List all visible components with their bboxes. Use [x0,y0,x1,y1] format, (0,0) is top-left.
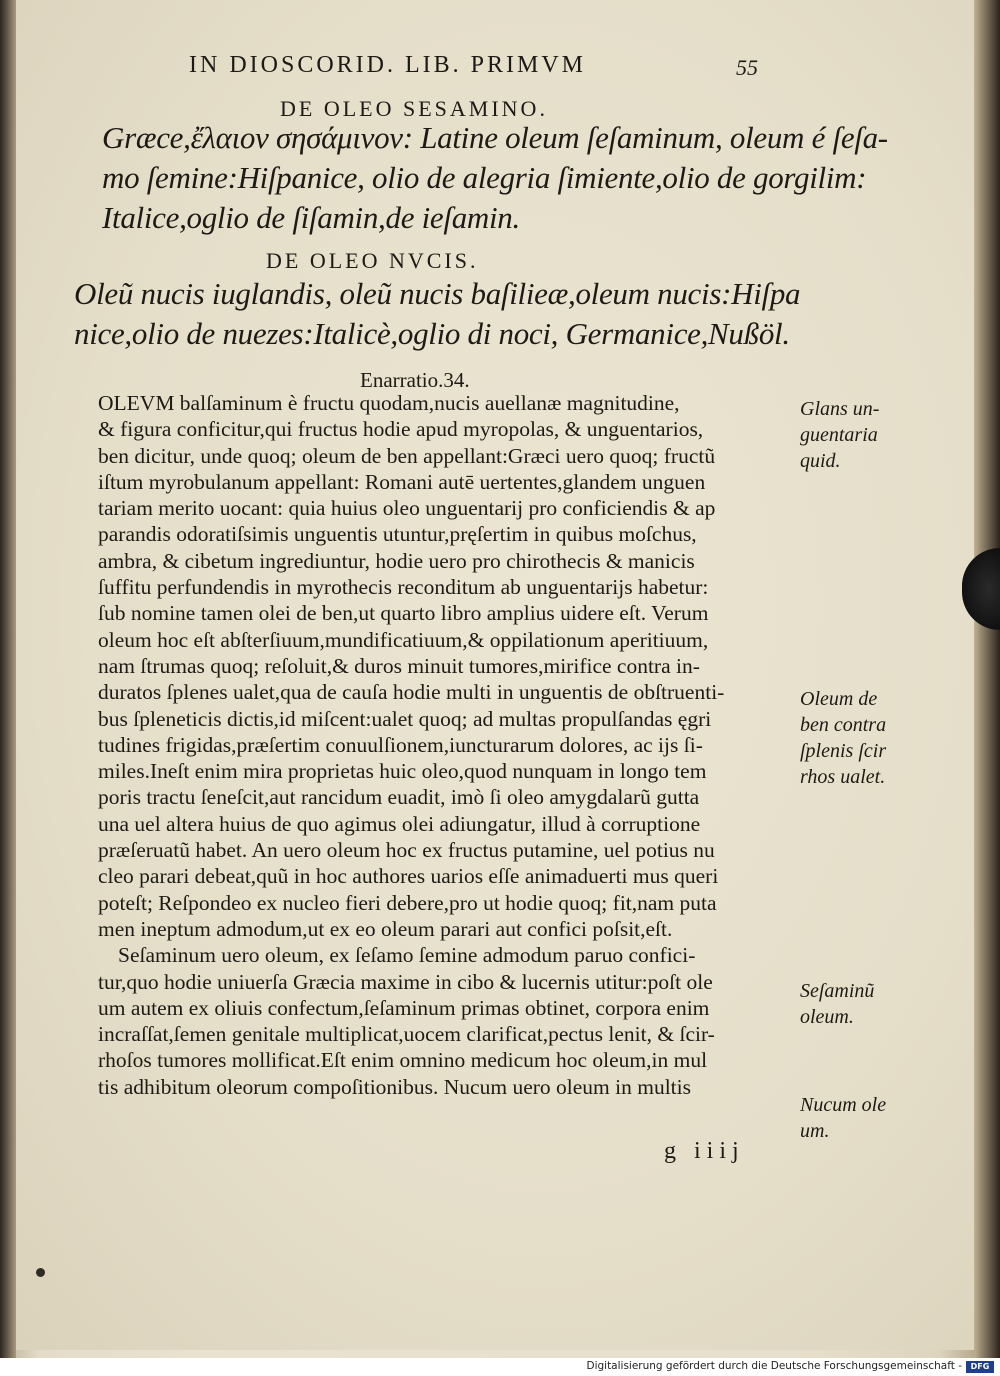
text-line: ſuffitu perfundendis in myrothecis reconditum ab unguentarijs habetur: [98,575,709,600]
text-line: poris tractu ſeneſcit,aut rancidum euadit, imò ſi oleo amygdalarũ gutta [98,785,700,810]
text-line: incraſſat,ſemen genitale multiplicat,uocem clarificat,pectus lenit, & ſcir- [98,1022,715,1047]
margin-note-oleum-de-ben [800,686,886,790]
names-line: nice,olio de nuezes:Italicè,oglio di noci, Germanice,Nußöl. [74,316,790,351]
note-line: quid. [800,450,841,472]
paper-hole [36,1268,45,1277]
running-head: IN DIOSCORID. LIB. PRIMVM [189,52,587,78]
text-line: duratos ſplenes ualet,qua de cauſa hodie multi in unguentis de obſtruenti- [98,680,725,705]
text-line: parandis odoratiſsimis unguentis utuntur,pręſertim in quibus moſchus, [98,522,697,547]
text-line: una uel altera huius de quo agimus olei adiungatur, illud à corruptione [98,811,701,836]
names-line: Græce,ἔλαιον σησάμινον: Latine oleum ſeſaminum, oleum é ſeſa- [102,120,888,155]
section-title-sesamino: DE OLEO SESAMINO. [280,96,548,121]
note-line: oleum. [800,1006,854,1028]
text-line: poteſt; Reſpondeo ex nucleo fieri debere,pro ut hodie quoq; fit,nam puta [98,890,717,915]
names-line: mo ſemine:Hiſpanice, olio de alegria ſimiente,olio de gorgilim: [102,160,867,195]
note-line: Nucum ole [800,1094,887,1116]
enarratio-heading: Enarratio.34. [360,368,470,392]
text-line: præſeruatũ habet. An uero oleum hoc ex fructus putamine, uel potius nu [98,838,715,863]
names-line: Oleũ nucis iuglandis, oleũ nucis baſilieæ,oleum nucis:Hiſpa [74,276,801,311]
footer-bar [0,1358,1000,1376]
note-line: guentaria [800,424,878,446]
footer-credit: Digitalisierung gefördert durch die Deutsche Forschungsgemeinschaft - [586,1360,962,1372]
text-line: ambra, & cibetum ingrediuntur, hodie uero pro chirothecis & manicis [98,548,695,573]
page-number: 55 [736,55,758,80]
note-line: um. [800,1120,830,1142]
text-line: cleo parari debeat,quũ in hoc authores uarios eſſe animaduerti mus queri [98,864,719,889]
text-line: um autem ex oliuis confectum,ſeſaminum primas obtinet, corpora enim [98,995,710,1020]
text-line: miles.Ineſt enim mira proprietas huic oleo,quod nunquam in longo tem [98,759,707,784]
text-line: bus ſpleneticis dictis,id miſcent:ualet quoq; ad multas propulſandas ęgri [98,706,712,731]
text-line: OLEVM balſaminum è fructu quodam,nucis auellanæ magnitudine, [98,391,680,415]
text-line: ſub nomine tamen olei de ben,ut quarto libro amplius uidere eſt. Verum [98,601,709,626]
dfg-logo: DFG [966,1361,994,1373]
text-line: oleum hoc eſt abſterſiuum,mundificatiuum,& oppilationum aperitiuum, [98,627,709,652]
binding-edge [0,0,16,1358]
note-line: rhos ualet. [800,766,886,788]
text-line: nam ſtrumas quoq; reſoluit,& duros minuit tumores,mirifice contra in- [98,653,700,678]
margin-note-sesaminum [800,978,874,1030]
fore-edge [974,0,1000,1358]
names-line: Italice,oglio de ſiſamin,de ieſamin. [102,200,520,235]
margin-note-glans [800,396,879,474]
commentary-text [98,390,798,1100]
book-page [14,0,976,1350]
note-line: ben contra [800,714,887,736]
margin-note-nucum [800,1092,886,1144]
section-title-nucis: DE OLEO NVCIS. [266,248,479,273]
text-line: ben dicitur, unde quoq; oleum de ben appellant:Græci uero quoq; fructũ [98,443,716,468]
text-line: rhoſos tumores mollificat.Eſt enim omnino medicum hoc oleum,in mul [98,1048,708,1073]
text-line: iſtum myrobulanum appellant: Romani autē uertentes,glandem unguen [98,469,706,494]
note-line: Glans un- [800,398,880,420]
note-line: Oleum de [800,688,878,710]
text-line: tudines frigidas,præſertim conuulſionem,iuncturarum dolores, ac ijs ſi- [98,732,703,757]
text-line: Seſaminum uero oleum, ex ſeſamo ſemine admodum paruo confici- [118,943,696,968]
text-line: men ineptum admodum,ut ex eo oleum parari aut confici poſsit,eſt. [98,916,673,941]
note-line: ſplenis ſcir [800,740,887,762]
text-line: tis adhibitum oleorum compoſitionibus. Nucum uero oleum in multis [98,1074,691,1099]
note-line: Seſaminũ [800,980,875,1002]
text-line: tariam merito uocant: quia huius oleo unguentarij pro conficiendis & ap [98,496,716,521]
names-block-nucis [74,274,800,354]
text-line: & figura conficitur,qui fructus hodie apud myropolas, & unguentarios, [98,417,704,442]
signature-mark: g iiij [664,1138,745,1164]
text-line: tur,quo hodie uniuerſa Græcia maxime in cibo & lucernis utitur:poſt ole [98,969,713,994]
names-block-sesamino [102,118,888,238]
